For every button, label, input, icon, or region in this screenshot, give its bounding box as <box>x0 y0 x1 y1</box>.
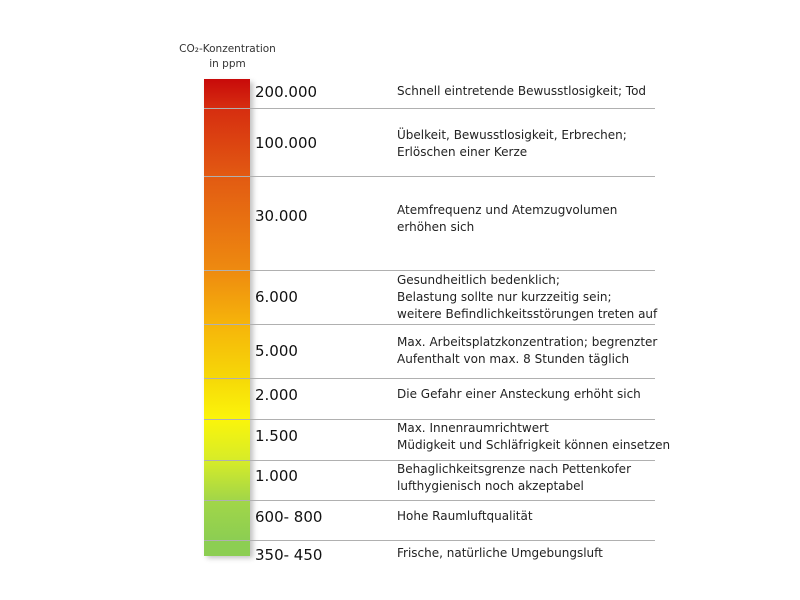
concentration-label: 2.000 <box>255 386 298 404</box>
effect-description-line: weitere Befindlichkeitsstörungen treten auf <box>397 307 658 321</box>
row-separator <box>204 108 655 109</box>
effect-description <box>397 420 670 454</box>
row-separator <box>204 270 655 271</box>
effect-description <box>397 202 617 236</box>
effect-description-line: Max. Arbeitsplatzkonzentration; begrenzter <box>397 335 658 349</box>
effect-description <box>397 272 657 323</box>
row-separator <box>204 378 655 379</box>
concentration-label: 350- 450 <box>255 546 323 564</box>
concentration-label: 100.000 <box>255 134 318 152</box>
axis-title-line-1: CO₂-Konzentration <box>179 43 276 55</box>
concentration-label: 5.000 <box>255 342 298 360</box>
effect-description-line: Übelkeit, Bewusstlosigkeit, Erbrechen; <box>397 128 627 142</box>
concentration-label: 600- 800 <box>255 508 323 526</box>
concentration-label: 1.000 <box>255 467 298 485</box>
effect-description <box>397 334 657 368</box>
effect-description-line: Erlöschen einer Kerze <box>397 145 528 159</box>
effect-description-line: Frische, natürliche Umgebungsluft <box>397 546 603 560</box>
effect-description-line: Müdigkeit und Schläfrigkeit können einsetzen <box>397 438 671 452</box>
effect-description <box>397 127 627 161</box>
row-separator <box>204 176 655 177</box>
concentration-label: 6.000 <box>255 288 298 306</box>
row-separator <box>204 540 655 541</box>
effect-description-line: Gesundheitlich bedenklich; <box>397 273 560 287</box>
row-separator <box>204 324 655 325</box>
effect-description-line: Hohe Raumluftqualität <box>397 509 533 523</box>
effect-description-line: Schnell eintretende Bewusstlosigkeit; Tod <box>397 84 647 98</box>
effect-description-line: Max. Innenraumrichtwert <box>397 421 549 435</box>
effect-description <box>397 461 631 495</box>
effect-description <box>397 545 603 562</box>
concentration-label: 1.500 <box>255 427 298 445</box>
effect-description-line: erhöhen sich <box>397 220 475 234</box>
effect-description-line: Behaglichkeitsgrenze nach Pettenkofer <box>397 462 631 476</box>
row-separator <box>204 500 655 501</box>
concentration-label: 30.000 <box>255 207 308 225</box>
effect-description <box>397 83 646 100</box>
axis-title-line-2: in ppm <box>209 58 246 70</box>
concentration-label: 200.000 <box>255 83 318 101</box>
effect-description-line: lufthygienisch noch akzeptabel <box>397 479 584 493</box>
effect-description-line: Aufenthalt von max. 8 Stunden täglich <box>397 352 630 366</box>
effect-description-line: Atemfrequenz und Atemzugvolumen <box>397 203 618 217</box>
effect-description-line: Die Gefahr einer Ansteckung erhöht sich <box>397 387 641 401</box>
effect-description <box>397 508 533 525</box>
effect-description-line: Belastung sollte nur kurzzeitig sein; <box>397 290 612 304</box>
effect-description <box>397 386 641 403</box>
